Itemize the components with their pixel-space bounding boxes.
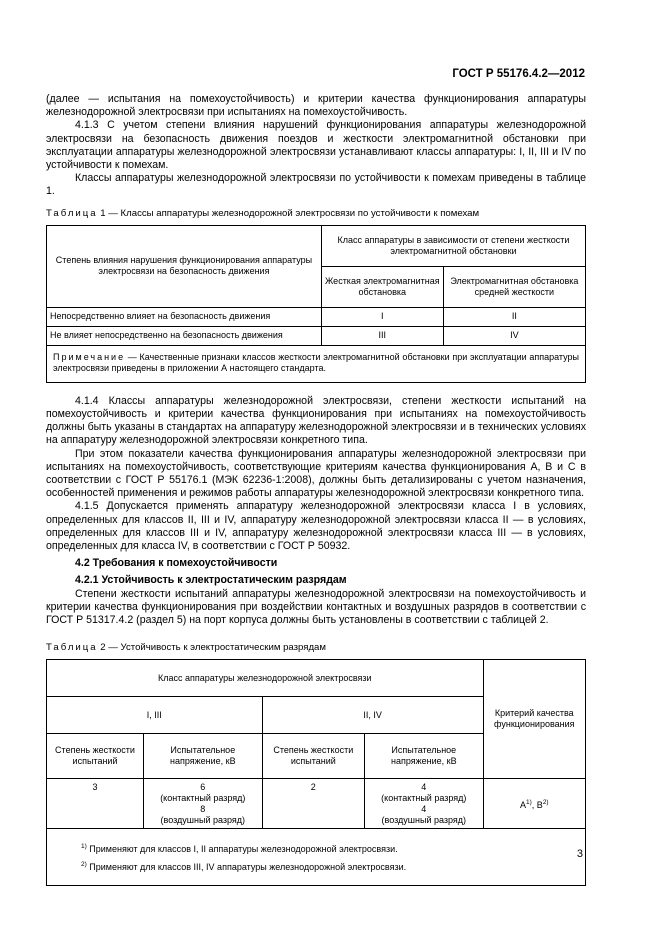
table2-sub-header: Испытательное напряжение, кВ: [144, 734, 263, 779]
paragraph-4-1-3: 4.1.3 С учетом степени влияния нарушений функционирования аппаратуры железнодорожной электросвязи на безопасность движения поездов и жесткости электромагнитной обстановки при эксплуатации аппаратуры железнодорожной электросвязи устанавливают классы аппаратуры: I, II, III и IV по устойчивости к помехам.: [46, 119, 586, 172]
table2-sub-header: Степень жесткости испытаний: [262, 734, 364, 779]
table1-sub-header: Жесткая электромагнитная обстановка: [321, 266, 443, 307]
table2-footnotes: [47, 829, 586, 886]
table-row: Непосредственно влияет на безопасность движения I II: [47, 307, 586, 326]
page-content: [46, 93, 586, 886]
table1-note: Примечание — Качественные признаки классов жесткости электромагнитной обстановки при эксплуатации аппаратуры электросвязи приведены в приложении А настоящего стандарта.: [47, 345, 586, 382]
table2-criterion-value: $А^{1)}$, $В^{2)}$: [483, 779, 585, 829]
table2-criterion-header: Критерий качества функционирования: [483, 660, 585, 779]
paragraph-4-1-5: 4.1.5 Допускается применять аппаратуру железнодорожной электросвязи класса I в условиях, определенных для классов II, III и IV, аппаратуру железнодорожной электросвязи класса II — в условиях, определенных для классов III и IV, аппаратуру железнодорожной электросвязи класса III — в условиях, определенных для класса IV, в соответствии с ГОСТ Р 50932.: [46, 500, 586, 553]
table2-class-header: II, IV: [262, 697, 483, 734]
table-2: [46, 659, 586, 886]
table1-caption: Таблица 1 — Классы аппаратуры железнодорожной электросвязи по устойчивости к помехам: [46, 207, 480, 219]
table1-group-header: Класс аппаратуры в зависимости от степени жесткости электромагнитной обстановки: [321, 225, 585, 266]
table2-sub-header: Испытательное напряжение, кВ: [365, 734, 484, 779]
table2-sub-header: Степень жесткости испытаний: [47, 734, 144, 779]
table1-sub-header: Электромагнитная обстановка средней жесткости: [443, 266, 585, 307]
page-number: 3: [576, 848, 583, 860]
table1-col1-header: Степень влияния нарушения функционирования аппаратуры электросвязи на безопасность движения: [47, 225, 322, 307]
document-header: ГОСТ Р 55176.4.2—2012: [452, 68, 585, 80]
paragraph-4-1-4: 4.1.4 Классы аппаратуры железнодорожной электросвязи, степени жесткости испытаний на помехоустойчивость и критерии качества функционирования при испытаниях на помехоустойчивость должны быть указаны в стандартах на аппаратуру железнодорожной электросвязи и в технических условиях на аппаратуру железнодорожной электросвязи конкретного типа.: [46, 394, 586, 447]
subsection-heading-4-2-1: 4.2.1 Устойчивость к электростатическим разрядам: [75, 574, 347, 587]
table2-group-header: Класс аппаратуры железнодорожной электросвязи: [47, 660, 484, 697]
table-row: 3 6 (контактный разряд) 8 (воздушный разряд) 2 4 (контактный разряд) 4 (воздушный разряд) $А^{1)}$, $В^{2)}$: [47, 779, 586, 829]
paragraph: При этом показатели качества функционирования аппаратуры железнодорожной электросвязи при испытаниях на помехоустойчивость, соответствующие критериям качества функционирования А, В и С в соответствии с ГОСТ Р 55176.1 (МЭК 62236-1:2008), должны быть детализированы с учетом назначения, особенностей применения и режимов работы аппаратуры железнодорожной электросвязи конкретного типа.: [46, 447, 586, 500]
paragraph: (далее — испытания на помехоустойчивость) и критерии качества функционирования аппаратуры железнодорожной электросвязи при испытаниях на помехоустойчивость.: [46, 93, 586, 119]
paragraph: Классы аппаратуры железнодорожной электросвязи по устойчивости к помехам приведены в таблице 1.: [46, 172, 586, 198]
table-1: [46, 225, 586, 383]
section-heading-4-2: 4.2 Требования к помехоустойчивости: [75, 557, 278, 570]
table2-class-header: I, III: [47, 697, 263, 734]
table-row: Не влияет непосредственно на безопасность движения III IV: [47, 326, 586, 345]
footnote: $^{2)}$ Применяют для классов III, IV аппаратуры железнодорожной электросвязи.: [81, 861, 407, 873]
table2-caption: Таблица 2 — Устойчивость к электростатическим разрядам: [46, 642, 326, 654]
footnote: $^{1)}$ Применяют для классов I, II аппаратуры железнодорожной электросвязи.: [81, 843, 398, 855]
paragraph: Степени жесткости испытаний аппаратуры железнодорожной электросвязи на помехоустойчивость и критерии качества функционирования при воздействии контактных и воздушных разрядов в соответствии с ГОСТ Р 51317.4.2 (раздел 5) на порт корпуса должны быть установлены в соответствии с таблицей 2.: [46, 587, 586, 627]
